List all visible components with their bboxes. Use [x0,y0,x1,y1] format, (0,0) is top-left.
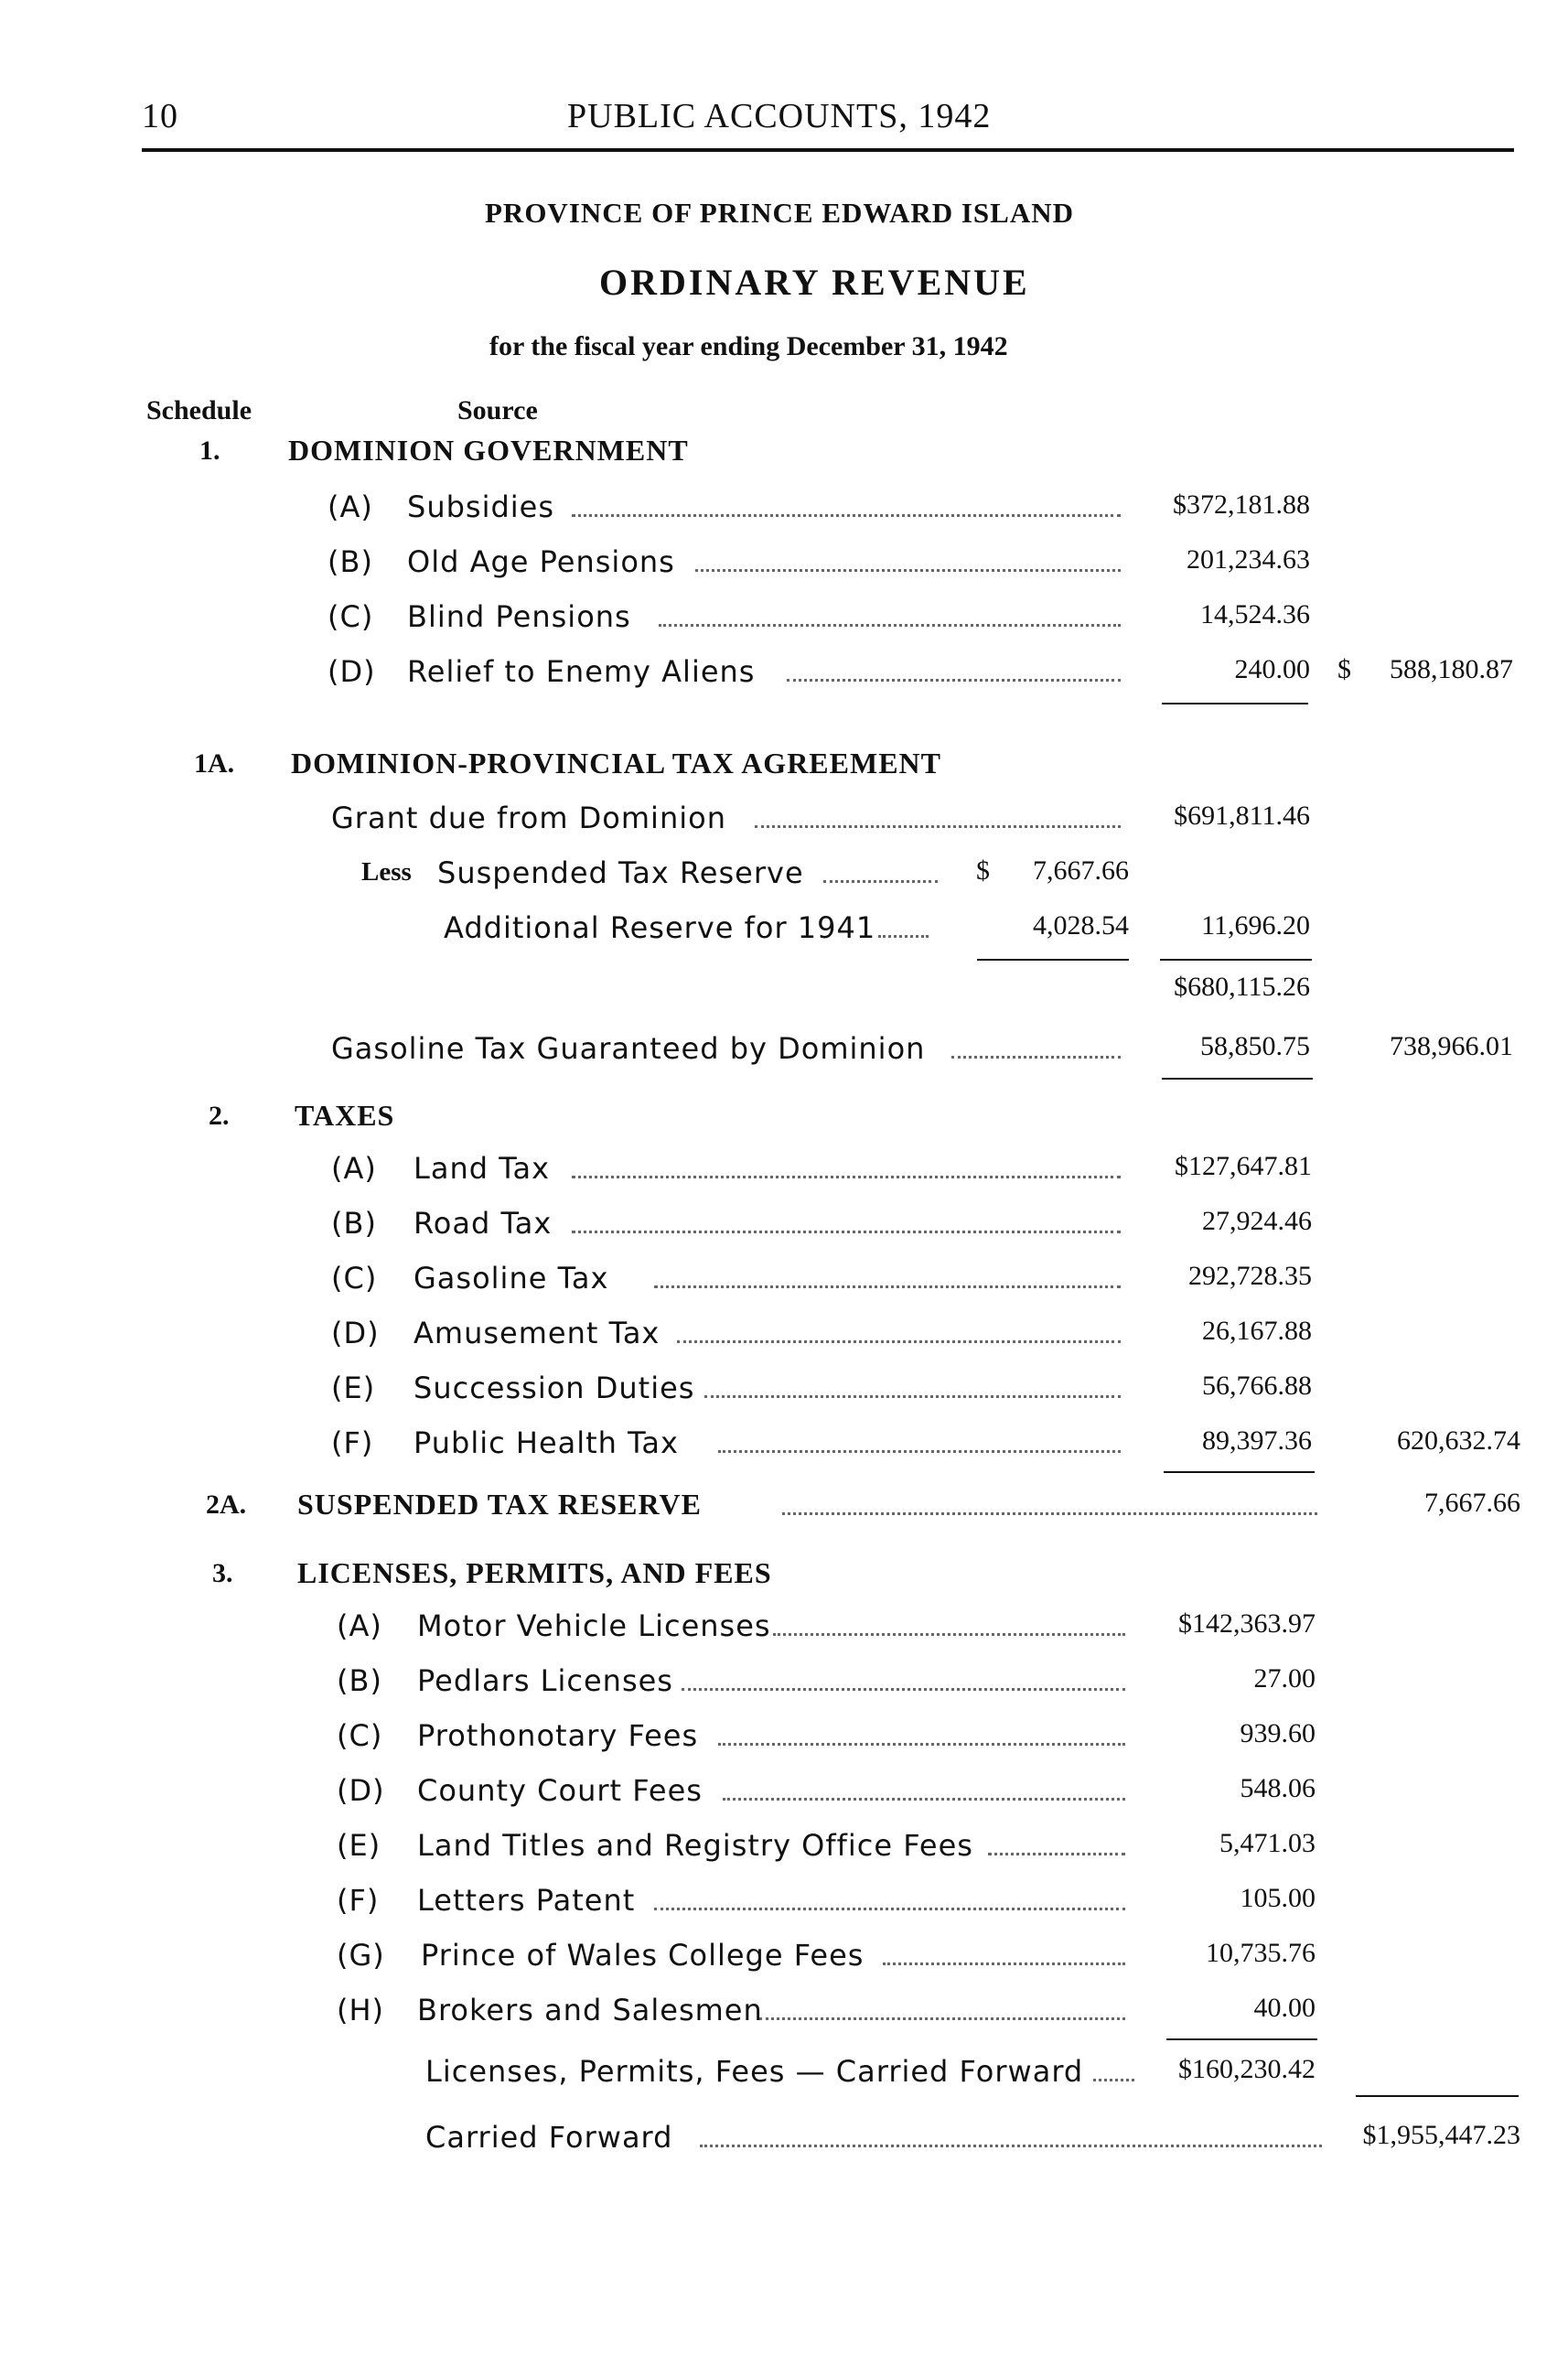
item-label: Motor Vehicle Licenses [417,1608,771,1643]
dot-leader [700,2145,1322,2147]
dot-leader [988,1853,1125,1855]
section-title: DOMINION-PROVINCIAL TAX AGREEMENT [291,747,941,780]
dot-leader [572,514,1121,517]
item-amount: 548.06 [1240,1773,1316,1803]
schedule-number: 3. [212,1558,233,1588]
item-label: Public Health Tax [413,1425,679,1460]
dot-leader [823,880,938,883]
item-amount: $127,647.81 [1175,1151,1312,1181]
subtotal-rule [1162,703,1308,704]
item-letter: (H) [337,1993,385,2027]
dot-leader [878,935,929,938]
item-label: Gasoline Tax Guaranteed by Dominion [331,1031,926,1066]
dot-leader [682,1688,1125,1691]
item-label: Grant due from Dominion [331,801,726,835]
dot-leader [782,1512,1317,1515]
dot-leader [787,679,1121,682]
dollar-sign: $ [976,855,990,886]
item-label: Letters Patent [417,1883,636,1918]
page-number: 10 [142,97,178,135]
item-label: Brokers and Salesmen [417,1993,763,2027]
schedule-number: 1. [199,436,220,466]
section-total: 588,180.87 [1390,654,1513,684]
dot-leader [759,2017,1125,2020]
section-title: DOMINION GOVERNMENT [288,434,689,467]
period-subtitle: for the fiscal year ending December 31, 1942 [489,331,1008,361]
dot-leader [755,825,1121,828]
item-label: Prince of Wales College Fees [421,1938,865,1973]
subtotal-rule [1166,2038,1317,2040]
section-total: 620,632.74 [1397,1425,1520,1456]
item-letter: (E) [331,1371,376,1405]
section-title: TAXES [295,1099,395,1132]
item-amount: 14,524.36 [1200,599,1310,629]
dot-leader [718,1450,1121,1453]
item-label: Additional Reserve for 1941 [444,910,876,945]
item-amount: 58,850.75 [1200,1031,1310,1061]
item-amount: 26,167.88 [1202,1316,1312,1346]
dot-leader [572,1176,1121,1178]
item-amount: 4,028.54 [1033,910,1129,941]
dot-leader [951,1056,1121,1059]
item-amount: 240.00 [1234,654,1310,684]
reserve-total: 11,696.20 [1201,910,1310,941]
item-label: Land Titles and Registry Office Fees [417,1828,973,1863]
province-title: PROVINCE OF PRINCE EDWARD ISLAND [485,197,1075,229]
item-letter: (B) [337,1663,382,1698]
dot-leader [572,1231,1121,1233]
item-label: Road Tax [413,1206,553,1241]
item-letter: (D) [337,1773,385,1808]
item-amount: 10,735.76 [1206,1938,1316,1968]
dot-leader [1093,2079,1134,2081]
item-letter: (B) [328,544,373,579]
item-label: Succession Duties [413,1371,695,1405]
schedule-number: 2A. [206,1489,247,1520]
schedule-number: 1A. [194,748,235,779]
item-label: Gasoline Tax [413,1261,609,1296]
schedule-column-head: Schedule [146,395,252,425]
item-amount: 939.60 [1240,1718,1316,1748]
subtotal-amount: $160,230.42 [1178,2054,1316,2084]
item-label: Blind Pensions [407,599,631,634]
item-amount: 105.00 [1240,1883,1316,1913]
item-amount: 27.00 [1253,1663,1316,1694]
net-amount: $680,115.26 [1174,972,1310,1002]
item-letter: (A) [337,1608,382,1643]
item-letter: (A) [328,489,373,524]
dot-leader [718,1743,1125,1746]
dot-leader [695,569,1121,572]
subtotal-rule [977,959,1129,961]
carried-forward-label: Carried Forward [425,2120,673,2155]
item-amount: 40.00 [1253,1993,1316,2023]
item-letter: (E) [337,1828,381,1863]
item-label: Amusement Tax [413,1316,660,1350]
item-amount: 292,728.35 [1188,1261,1312,1291]
item-amount: 56,766.88 [1202,1371,1312,1401]
item-amount: 201,234.63 [1187,544,1310,575]
schedule-number: 2. [209,1101,230,1131]
total-dollar-sign: $ [1337,654,1351,684]
item-letter: (C) [331,1261,378,1296]
item-letter: (G) [337,1938,385,1973]
header-rule [142,148,1514,152]
running-title: PUBLIC ACCOUNTS, 1942 [567,97,992,135]
item-letter: (F) [331,1425,374,1460]
main-title: ORDINARY REVENUE [599,262,1030,303]
item-label: County Court Fees [417,1773,703,1808]
subtotal-label: Licenses, Permits, Fees — Carried Forward [425,2054,1084,2089]
less-word: Less [361,857,412,887]
dot-leader [773,1633,1125,1636]
item-amount: 5,471.03 [1219,1828,1316,1858]
item-letter: (C) [328,599,374,634]
item-label: Land Tax [413,1151,550,1186]
dot-leader [654,1285,1121,1288]
dot-leader [654,1908,1125,1910]
dot-leader [677,1340,1121,1343]
dot-leader [659,624,1121,627]
item-label: Subsidies [407,489,555,524]
subtotal-rule [1164,1471,1315,1473]
item-amount: $691,811.46 [1174,801,1310,831]
subtotal-rule [1162,1078,1313,1080]
item-letter: (C) [337,1718,383,1753]
item-amount: $372,181.88 [1173,489,1310,520]
item-label: Prothonotary Fees [417,1718,699,1753]
item-label: Relief to Enemy Aliens [407,654,756,689]
section-title: LICENSES, PERMITS, AND FEES [297,1556,772,1589]
carried-forward-amount: $1,955,447.23 [1362,2120,1520,2150]
item-label: Pedlars Licenses [417,1663,673,1698]
dot-leader [883,1962,1125,1965]
item-amount: 7,667.66 [1033,855,1129,886]
item-amount: 27,924.46 [1202,1206,1312,1236]
item-label: Old Age Pensions [407,544,675,579]
section-title: SUSPENDED TAX RESERVE [297,1488,702,1521]
item-letter: (B) [331,1206,377,1241]
item-letter: (D) [328,654,376,689]
item-amount: 89,397.36 [1202,1425,1312,1456]
section-total: 738,966.01 [1390,1031,1513,1061]
item-letter: (D) [331,1316,380,1350]
item-letter: (F) [337,1883,380,1918]
dot-leader [723,1798,1125,1801]
item-amount: $142,363.97 [1178,1608,1316,1639]
total-rule [1356,2095,1519,2097]
item-letter: (A) [331,1151,377,1186]
subtotal-rule [1160,959,1312,961]
item-label: Suspended Tax Reserve [437,855,804,890]
dot-leader [704,1395,1121,1398]
section-total: 7,667.66 [1424,1488,1520,1518]
source-column-head: Source [457,395,538,425]
